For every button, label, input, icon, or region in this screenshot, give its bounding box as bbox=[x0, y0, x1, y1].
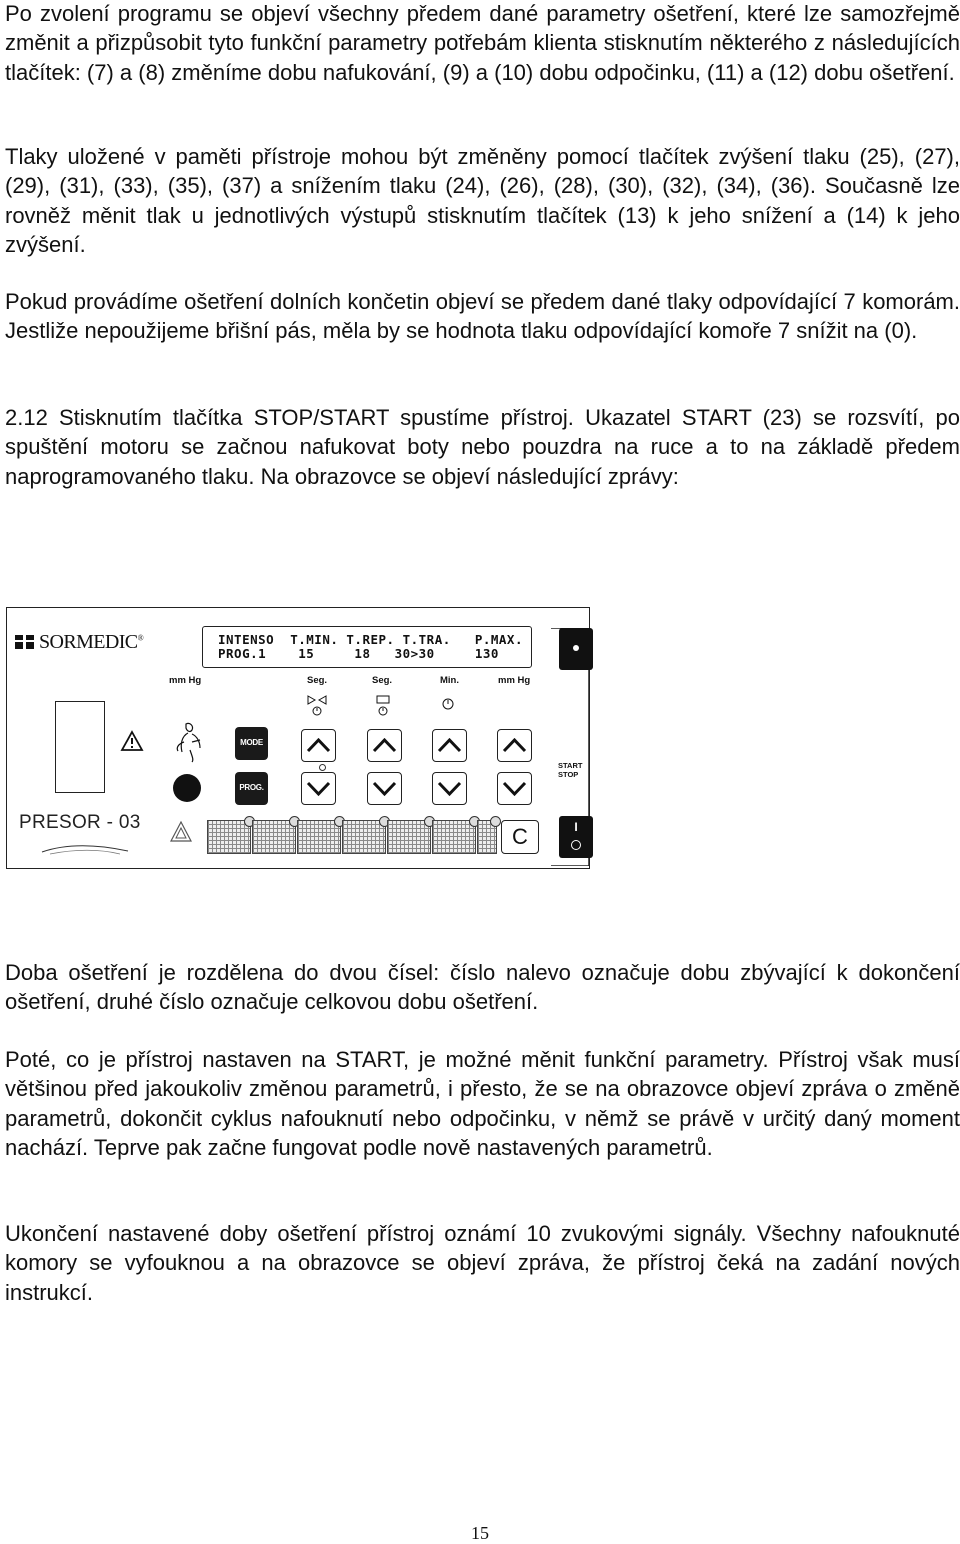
stop-label: STOP bbox=[558, 770, 579, 779]
sensor-window bbox=[55, 701, 105, 793]
arrow-up-icon bbox=[305, 734, 332, 757]
registered-mark: ® bbox=[137, 633, 144, 643]
arrow-down-icon bbox=[371, 777, 398, 800]
unit-right-pressure: mm Hg bbox=[498, 675, 531, 686]
round-black-button[interactable] bbox=[173, 774, 201, 802]
start-stop-label bbox=[558, 761, 582, 779]
power-off-symbol bbox=[571, 840, 581, 850]
prog-button[interactable] bbox=[235, 772, 268, 805]
indicator-led bbox=[319, 764, 326, 771]
power-switch[interactable] bbox=[559, 816, 593, 858]
paragraph-program-selection: Po zvolení programu se objeví všechny předem dané parametry ošetření, které lze samozřejmě změnit a přizpůsobit tyto funkční parametry potřebám klienta stisknutím některého z následujících tlačítek: (7) a (8) změníme dobu nafukování, (9) a (10) dobu odpočinku, (11) a (12) dobu ošetření. bbox=[5, 1, 960, 85]
chamber-pressure-bar[interactable] bbox=[252, 820, 296, 854]
unit-minutes: Min. bbox=[440, 675, 459, 686]
pressure-up-button[interactable] bbox=[497, 729, 532, 762]
time-down-button[interactable] bbox=[432, 772, 467, 805]
clear-button[interactable]: C bbox=[501, 820, 539, 854]
status-indicator-button[interactable] bbox=[559, 628, 593, 670]
paragraph-treatment-time: Doba ošetření je rozdělena do dvou čísel: číslo nalevo označuje dobu zbývající k dokončení ošetření, druhé číslo označuje celkovou dobu ošetření. bbox=[5, 960, 960, 1015]
mode-button[interactable] bbox=[235, 727, 268, 760]
inflation-timer-icon bbox=[305, 692, 329, 718]
arrow-up-icon bbox=[371, 734, 398, 757]
chamber-led bbox=[490, 816, 501, 827]
chamber-pressure-bar[interactable] bbox=[477, 820, 497, 854]
page-number: 15 bbox=[471, 1523, 489, 1543]
rest-timer-icon bbox=[371, 692, 395, 718]
paragraph-parameter-change: Poté, co je přístroj nastaven na START, je možné měnit funkční parametry. Přístroj však musí většinou před jakoukoliv změnou parametrů, i přesto, že se na obrazovce objeví zpráva o změně parametrů, dokončit cyklus nafouknutí nebo odpočinku, v němž se právě v určitý daný moment nachází. Teprve pak začne fungovat podle nově nastavených parametrů. bbox=[5, 1047, 960, 1160]
unit-left-pressure: mm Hg bbox=[169, 675, 202, 686]
prog-button-label: PROG. bbox=[239, 783, 264, 792]
inflation-down-button[interactable] bbox=[301, 772, 336, 805]
arrow-up-icon bbox=[501, 734, 528, 757]
lcd-display bbox=[202, 626, 532, 668]
brand-logo bbox=[15, 631, 143, 654]
lcd-row-values: PROG.1 15 18 30>30 130 bbox=[218, 646, 499, 661]
arrow-down-icon bbox=[305, 777, 332, 800]
model-signature-swoosh bbox=[40, 842, 130, 856]
rest-down-button[interactable] bbox=[367, 772, 402, 805]
device-control-panel bbox=[6, 607, 590, 869]
status-led bbox=[573, 645, 579, 651]
inflation-up-button[interactable] bbox=[301, 729, 336, 762]
body-figure-icon bbox=[170, 720, 214, 764]
start-label: START bbox=[558, 761, 583, 770]
time-up-button[interactable] bbox=[432, 729, 467, 762]
chamber-pressure-bar[interactable] bbox=[207, 820, 251, 854]
hazard-triangle-icon bbox=[169, 820, 193, 844]
brand-name: SORMEDIC bbox=[39, 631, 138, 653]
chamber-pressure-bar[interactable] bbox=[342, 820, 386, 854]
chamber-pressure-bar[interactable] bbox=[432, 820, 476, 854]
paragraph-treatment-end: Ukončení nastavené doby ošetření přístroj oznámí 10 zvukovými signály. Všechny nafouknuté komory se vyfouknou a na obrazovce se objeví zpráva, že přístroj čeká na zadání nových instrukcí. bbox=[5, 1221, 960, 1305]
unit-seg-inflation: Seg. bbox=[307, 675, 328, 686]
chamber-pressure-bar[interactable] bbox=[387, 820, 431, 854]
lcd-row-labels: INTENSO T.MIN. T.REP. T.TRA. P.MAX. bbox=[218, 632, 523, 647]
model-name: PRESOR - 03 bbox=[19, 812, 141, 833]
treatment-timer-icon bbox=[440, 696, 456, 712]
arrow-down-icon bbox=[501, 777, 528, 800]
power-on-symbol: I bbox=[574, 820, 578, 834]
chamber-pressure-bar[interactable] bbox=[297, 820, 341, 854]
arrow-down-icon bbox=[436, 777, 463, 800]
brand-mark-icon bbox=[15, 634, 35, 650]
pressure-down-button[interactable] bbox=[497, 772, 532, 805]
mode-button-label: MODE bbox=[240, 738, 263, 747]
warning-triangle-icon bbox=[120, 730, 144, 752]
unit-seg-rest: Seg. bbox=[372, 675, 393, 686]
paragraph-pressure-change: Tlaky uložené v paměti přístroje mohou být změněny pomocí tlačítek zvýšení tlaku (25), (27), (29), (31), (33), (35), (37) a snížením tlaku (24), (26), (28), (30), (32), (34), (36). Současně lze rovněž měnit tlak u jednotlivých výstupů stisknutím tlačítek (13) k jeho snížení a (14) k jeho zvýšení. bbox=[5, 144, 960, 257]
arrow-up-icon bbox=[436, 734, 463, 757]
paragraph-lower-limbs: Pokud provádíme ošetření dolních končetin objeví se předem dané tlaky odpovídající 7 komorám. Jestliže nepoužijeme břišní pás, měla by se hodnota tlaku odpovídající komoře 7 snížit na (0). bbox=[5, 289, 960, 344]
paragraph-start-device: 2.12 Stisknutím tlačítka STOP/START spustíme přístroj. Ukazatel START (23) se rozsvítí, po spuštění motoru se začnou nafukovat boty nebo pouzdra na ruce a to na základě předem naprogramovaného tlaku. Na obrazovce se objeví následující zprávy: bbox=[5, 405, 960, 489]
rest-up-button[interactable] bbox=[367, 729, 402, 762]
